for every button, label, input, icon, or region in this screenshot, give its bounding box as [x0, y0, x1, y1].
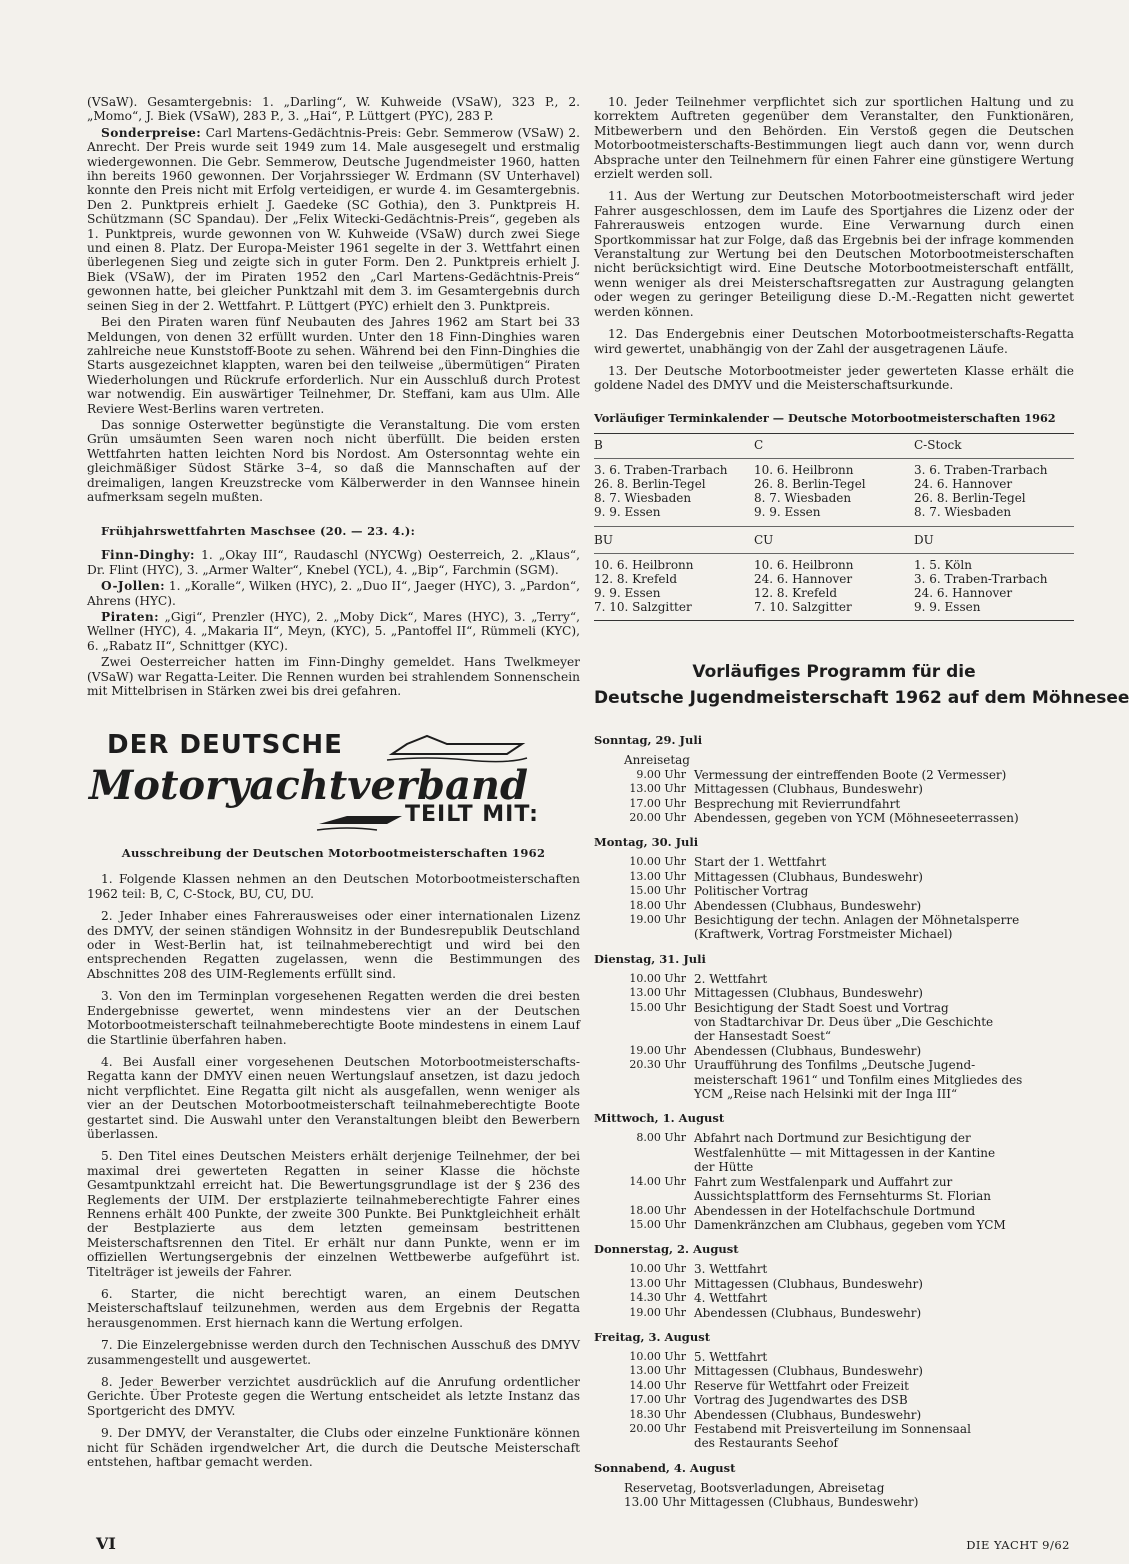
calendar-entry: 3. 6. Traben-Trarbach [594, 462, 728, 477]
rule-paragraph: 10. Jeder Teilnehmer verpflichtet sich zur sportlichen Haltung und zu korrektem Auftreten gegenüber dem Veranstalter, den Funktionären, Mitbewerbern und den Behörden. Ein Verstoß gegen die Deutschen Motorbootmeisterschafts-Bestimmungen liegt auch dann vor, wenn durch Absprache unter den Teilnehmern für einen Fahrer eine günstigere Wertung erzielt werden soll. [594, 95, 1074, 182]
day-name: Donnerstag, 2. August [594, 1242, 739, 1257]
event-time: 18.00 Uhr [629, 1203, 686, 1217]
rule-paragraph: 13. Der Deutsche Motorbootmeister jeder gewerteten Klasse erhält die goldene Nadel des DMYV und die Meisterschaftsurkunde. [594, 363, 1074, 393]
page-number: VI [96, 1534, 116, 1553]
program-title-line-2: Deutsche Jugendmeisterschaft 1962 auf dem Möhnesee [594, 688, 1129, 709]
program-event [594, 1262, 1074, 1276]
event-time: 20.00 Uhr [629, 810, 686, 824]
calendar-entry: 8. 7. Wiesbaden [594, 491, 692, 506]
program-event [594, 1436, 1074, 1450]
calendar-column [914, 463, 1074, 520]
paragraph-text: 1. „Koralle“, Wilken (HYC), 2. „Duo II“, Jaeger (HYC), 3. „Pardon“, Ahrens (HYC). [87, 579, 580, 608]
event-time: 15.00 Uhr [629, 884, 686, 898]
event-description: Besichtigung der Stadt Soest und Vortrag [694, 1000, 949, 1015]
program-event [594, 1029, 1074, 1043]
program-event [594, 986, 1074, 1000]
event-description: Besprechung mit Revierrundfahrt [694, 796, 901, 811]
paragraph-text: „Gigi“, Prenzler (HYC), 2. „Moby Dick“, Mares (HYC), 3. „Terry“, Wellner (HYC), 4. „Makaria II“, Meyn, (KYC), 5. „Pantoffel II“, Rümmeli (KYC), 6. „Rabatz II“, Schnittger (KYC). [87, 610, 580, 653]
event-time [594, 1189, 694, 1203]
paragraph: Das sonnige Osterwetter begünstigte die Veranstaltung. Die vom ersten Grün umsäumten Seen waren noch nicht überfüllt. Die beiden ersten Wettfahrten hatten leichten Nord bis Nordost. Am Ostersonntag wehte ein gleichmäßiger Südost Stärke 3–4, so daß die Mannschaften auf der dreimaligen, langen Kreuzstrecke vom Kälberwerder in den Wannsee hinein aufmerksam segeln mußten. [87, 417, 580, 504]
program-event [594, 899, 1074, 913]
program-event [594, 1175, 1074, 1189]
calendar-class-header [594, 434, 1074, 459]
result-paragraph [87, 610, 580, 653]
event-time: 14.30 Uhr [629, 1291, 686, 1305]
program-event [594, 1218, 1074, 1232]
program-event [594, 1131, 1074, 1145]
event-time [594, 1073, 694, 1087]
calendar-entry: 7. 10. Salzgitter [754, 600, 852, 615]
program-event [594, 1073, 1074, 1087]
calendar-class-header [594, 526, 1074, 554]
calendar-column [594, 463, 754, 520]
event-time: 10.00 Uhr [629, 1262, 686, 1276]
rule-paragraph: 4. Bei Ausfall einer vorgesehenen Deutschen Motorbootmeisterschafts-Regatta kann der DMYV einen neuen Wertungslauf ansetzen, ist dazu jedoch nicht verpflichtet. Eine Regatta gilt nicht als ausgefallen, wenn weniger als vier an der Deutschen Motorbootmeisterschaft teilnahmeberechtigte Boote gestartet sind. Die Auswahl unter den Veranstaltungen bleibt den Bewerbern überlassen. [87, 1054, 580, 1141]
program-event [594, 1422, 1074, 1436]
logo-line-1: DER DEUTSCHE [107, 730, 343, 761]
program-event [594, 913, 1074, 927]
event-time: 19.00 Uhr [629, 1305, 686, 1319]
event-description: Besichtigung der techn. Anlagen der Möhnetalsperre [694, 913, 1020, 927]
day-name: Freitag, 3. August [594, 1329, 710, 1344]
rule-paragraph: 7. Die Einzelergebnisse werden durch den Technischen Ausschuß des DMYV zusammengestellt und ausgewertet. [87, 1338, 580, 1367]
event-time: 10.00 Uhr [629, 1349, 686, 1363]
event-description: der Hütte [694, 1160, 754, 1175]
event-description: Start der 1. Wettfahrt [694, 855, 827, 870]
calendar-entry: 26. 8. Berlin-Tegel [754, 476, 866, 491]
event-time [594, 1087, 694, 1101]
bold-label: Finn-Dinghy: [101, 548, 195, 563]
event-description: Vermessung der eintreffenden Boote (2 Vermesser) [694, 767, 1007, 782]
event-time: 17.00 Uhr [629, 1393, 686, 1407]
event-description: Westfalenhütte — mit Mittagessen in der Kantine [694, 1145, 996, 1160]
calendar-entry: 1. 5. Köln [914, 557, 972, 572]
calendar-title: Vorläufiger Terminkalender — Deutsche Motorbootmeisterschaften 1962 [594, 410, 1056, 425]
event-description: Abfahrt nach Dortmund zur Besichtigung der [694, 1131, 971, 1146]
program-day [594, 952, 1074, 1102]
logo-line-2: Motoryachtverband [89, 762, 528, 810]
program-event [594, 1379, 1074, 1393]
program-event [594, 1204, 1074, 1218]
event-time [594, 1436, 694, 1450]
program-day [594, 733, 1074, 825]
calendar-entry: 3. 6. Traben-Trarbach [914, 571, 1048, 586]
section-title: Frühjahrswettfahrten Maschsee (20. — 23. 4.): [101, 524, 416, 539]
program-day [594, 1330, 1074, 1451]
calendar-column [594, 558, 754, 615]
calendar-entry: 10. 6. Heilbronn [754, 462, 854, 477]
calendar-entries [594, 554, 1074, 621]
calendar-entry: 9. 9. Essen [754, 505, 821, 520]
event-time: 15.00 Uhr [629, 1217, 686, 1231]
rule-paragraph: 9. Der DMYV, der Veranstalter, die Clubs oder einzelne Funktionäre können nicht für Schäden irgendwelcher Art, die durch die Deutsche Meisterschaft entstehen, haftbar gemacht werden. [87, 1426, 580, 1470]
calendar-entry: 26. 8. Berlin-Tegel [594, 476, 706, 491]
event-description: Abendessen, gegeben von YCM (Möhneseeterrassen) [694, 810, 1019, 825]
paragraph-text: 1. „Okay III“, Raudaschl (NYCWg) Oesterreich, 2. „Klaus“, Dr. Flint (HYC), 3. „Armer Walter“, Knebel (YCL), 4. „Bip“, Farchmin (SGM). [87, 548, 580, 577]
program-event [594, 1306, 1074, 1320]
calendar-class-label: DU [914, 532, 934, 547]
event-time: 14.00 Uhr [629, 1174, 686, 1188]
event-description: YCM „Reise nach Helsinki mit der Inga III“ [694, 1087, 958, 1102]
calendar-class-label: BU [594, 532, 613, 547]
program-event [594, 1408, 1074, 1422]
event-time: 20.30 Uhr [629, 1058, 686, 1072]
event-description: Mittagessen (Clubhaus, Bundeswehr) [694, 1276, 923, 1291]
event-time [594, 927, 694, 941]
event-description: 5. Wettfahrt [694, 1349, 768, 1364]
rule-paragraph: 8. Jeder Bewerber verzichtet ausdrücklich auf die Anrufung ordentlicher Gerichte. Über Proteste gegen die Wertung entscheidet als letzte Instanz das Sportgericht des DMYV. [87, 1375, 580, 1418]
calendar-entry: 24. 6. Hannover [914, 585, 1013, 600]
program-event [594, 1393, 1074, 1407]
bold-label: O-Jollen: [101, 579, 165, 594]
event-description: Vortrag des Jugendwartes des DSB [694, 1393, 908, 1408]
program-event [594, 1189, 1074, 1203]
calendar-entry: 8. 7. Wiesbaden [754, 491, 852, 506]
event-description: Abendessen in der Hotelfachschule Dortmund [694, 1203, 976, 1218]
event-time: 18.30 Uhr [629, 1407, 686, 1421]
rule-paragraph: 1. Folgende Klassen nehmen an den Deutschen Motorbootmeisterschaften 1962 teil: B, C, C-Stock, BU, CU, DU. [87, 872, 580, 901]
event-description: des Restaurants Seehof [694, 1436, 838, 1451]
program-event [594, 1291, 1074, 1305]
magazine-footer: DIE YACHT 9/62 [966, 1538, 1070, 1552]
calendar-column [754, 463, 914, 520]
calendar-entry: 12. 8. Krefeld [754, 585, 838, 600]
motorboat-icon [387, 726, 527, 766]
event-description: Mittagessen (Clubhaus, Bundeswehr) [694, 869, 923, 884]
calendar-class-label: B [594, 437, 603, 452]
calendar-column [914, 558, 1074, 615]
event-description: Mittagessen (Clubhaus, Bundeswehr) [694, 782, 923, 797]
calendar-entry: 9. 9. Essen [594, 585, 661, 600]
program-event [594, 1087, 1074, 1101]
event-time: 19.00 Uhr [629, 913, 686, 926]
event-time: 14.00 Uhr [629, 1378, 686, 1392]
calendar-entry: 10. 6. Heilbronn [594, 557, 694, 572]
program-event [594, 1146, 1074, 1160]
event-time [594, 1015, 694, 1029]
rule-paragraph: 3. Von den im Terminplan vorgesehenen Regatten werden die drei besten Endergebnisse gewertet, wenn mindestens vier an der Deutschen Motorbootmeisterschaft teilnahmeberechtigte Boote mindestens in einem Lauf die Startlinie überfahren haben. [87, 989, 580, 1047]
paragraph: Bei den Piraten waren fünf Neubauten des Jahres 1962 am Start bei 33 Meldungen, von denen 32 erfüllt wurden. Unter den 18 Finn-Dinghies waren zahlreiche neue Kunststoff-Boote zu sehen. Während bei den Finn-Dinghies die Starts ausgezeichnet klappten, waren bei den teilweise „übermütigen“ Piraten Wiederholungen und Rückrufe erforderlich. Nur ein Ausschluß durch Protest war notwendig. Ein auswärtiger Teilnehmer, Dr. Steffani, kam aus Ulm. Alle Reviere West-Berlins waren vertreten. [87, 315, 580, 416]
event-time [594, 1146, 694, 1160]
event-time: 13.00 Uhr [629, 782, 686, 796]
day-note: Anreisetag [624, 753, 690, 768]
event-time: 9.00 Uhr [636, 767, 686, 781]
calendar-entry: 24. 6. Hannover [754, 571, 853, 586]
program-day [594, 1461, 1074, 1510]
rules-list [87, 872, 580, 1469]
event-time: 13.00 Uhr [629, 1276, 686, 1290]
program-event [594, 870, 1074, 884]
event-time: 18.00 Uhr [629, 898, 686, 912]
logo-line-3: TEILT MIT: [405, 802, 539, 828]
event-time: 8.00 Uhr [636, 1131, 686, 1145]
event-time: 10.00 Uhr [629, 855, 686, 869]
result-paragraph [87, 548, 580, 577]
calendar-class-label: C [754, 437, 764, 452]
event-description: Mittagessen (Clubhaus, Bundeswehr) [694, 1364, 923, 1379]
program-event [594, 811, 1074, 825]
event-description: Reserve für Wettfahrt oder Freizeit [694, 1378, 909, 1393]
program-event [594, 782, 1074, 796]
calendar-entry: 7. 10. Salzgitter [594, 600, 692, 615]
event-description: Abendessen (Clubhaus, Bundeswehr) [694, 1407, 922, 1422]
program-day [594, 835, 1074, 941]
program-event [594, 972, 1074, 986]
program-day [594, 1242, 1074, 1320]
paragraph: (VSaW). Gesamtergebnis: 1. „Darling“, W. Kuhweide (VSaW), 323 P., 2. „Momo“, J. Biek (VSaW), 283 P., 3. „Hai“, P. Lüttgert (PYC), 283 P. [87, 95, 580, 124]
event-description: Damenkränzchen am Clubhaus, gegeben vom YCM [694, 1217, 1006, 1232]
event-description: Politischer Vortrag [694, 884, 809, 899]
program-event [594, 1160, 1074, 1174]
rule-paragraph: 6. Starter, die nicht berechtigt waren, an einem Deutschen Meisterschaftslauf teilzunehmen, werden aus dem Ergebnis der Regatta herausgenommen. Erst hiernach kann die Wertung erfolgen. [87, 1287, 580, 1330]
day-name: Sonntag, 29. Juli [594, 733, 703, 748]
rule-paragraph: 11. Aus der Wertung zur Deutschen Motorbootmeisterschaft wird jeder Fahrer ausgeschlossen, dem im Laufe des Sportjahres die Lizenz oder der Fahrerausweis entzogen wurde. Eine Verwarnung durch einen Sportkommissar hat zur Folge, daß das Ergebnis bei der infrage kommenden Veranstaltung zur Wertung bei den Deutschen Motorbootmeisterschaften nicht berücksichtigt wird. Eine Deutsche Motorbootmeisterschaft entfällt, wenn weniger als drei Meisterschaftsregatten zur Austragung gelangten oder wegen zu geringer Beteiligung diese D.-M.-Regatten nicht gewertet werden können. [594, 189, 1074, 319]
event-description: Abendessen (Clubhaus, Bundeswehr) [694, 1305, 922, 1320]
event-description: 4. Wettfahrt [694, 1291, 768, 1306]
event-time: 19.00 Uhr [629, 1043, 686, 1057]
speedboat-icon [317, 806, 407, 832]
event-time [594, 1029, 694, 1043]
program-event [594, 855, 1074, 869]
day-name: Sonnabend, 4. August [594, 1460, 736, 1475]
right-column [594, 95, 1129, 1510]
program-event [594, 884, 1074, 898]
calendar-class-label: CU [754, 532, 774, 547]
event-time: 15.00 Uhr [629, 1000, 686, 1014]
event-description: meisterschaft 1961“ und Tonfilm eines Mitgliedes des [694, 1072, 1023, 1087]
calendar-entry: 12. 8. Krefeld [594, 571, 678, 586]
calendar-entry: 10. 6. Heilbronn [754, 557, 854, 572]
program-event [594, 1015, 1074, 1029]
paragraph: Zwei Oesterreicher hatten im Finn-Dinghy gemeldet. Hans Twelkmeyer (VSaW) war Regatta-Leiter. Die Rennen wurden bei strahlendem Sonnenschein mit Mittelbrisen in Stärken zwei bis drei gefahren. [87, 655, 580, 699]
calendar-entry: 9. 9. Essen [594, 505, 661, 520]
calendar-entry: 8. 7. Wiesbaden [914, 505, 1012, 520]
event-description: Fahrt zum Westfalenpark und Auffahrt zur [694, 1174, 953, 1189]
program-event [594, 1364, 1074, 1378]
event-time [594, 1160, 694, 1174]
day-name: Dienstag, 31. Juli [594, 951, 706, 966]
program-event [594, 927, 1074, 941]
calendar-entry: 26. 8. Berlin-Tegel [914, 491, 1026, 506]
calendar-column [754, 558, 914, 615]
program-event [594, 1001, 1074, 1015]
event-time: 10.00 Uhr [629, 971, 686, 985]
program-event [594, 1277, 1074, 1291]
day-note: 13.00 Uhr Mittagessen (Clubhaus, Bundeswehr) [624, 1495, 919, 1510]
event-description: (Kraftwerk, Vortrag Forstmeister Michael) [694, 927, 953, 942]
event-description: 3. Wettfahrt [694, 1262, 768, 1277]
event-time: 13.00 Uhr [629, 986, 686, 1000]
event-time: 13.00 Uhr [629, 1364, 686, 1378]
rules-list [594, 95, 1074, 393]
program-event [594, 1044, 1074, 1058]
program-title-line-1: Vorläufiges Programm für die [692, 662, 976, 683]
rule-paragraph: 2. Jeder Inhaber eines Fahrerausweises oder einer internationalen Lizenz des DMYV, der seinen ständigen Wohnsitz in der Bundesrepublik Deutschland oder in West-Berlin hat, ist teilnahmeberechtigt und wird bei den entsprechenden Regatten zugelassen, wenn die Bestimmungen des Abschnittes 208 des UIM-Reglements erfüllt sind. [87, 909, 580, 981]
day-name: Mittwoch, 1. August [594, 1111, 725, 1126]
event-description: Uraufführung des Tonfilms „Deutsche Jugend- [694, 1058, 976, 1073]
event-description: Festabend mit Preisverteilung im Sonnensaal [694, 1421, 971, 1436]
calendar-table [594, 433, 1074, 622]
program-event [594, 1350, 1074, 1364]
program-event [594, 1058, 1074, 1072]
program-day [594, 1111, 1074, 1232]
bold-label: Piraten: [101, 610, 160, 624]
day-name: Montag, 30. Juli [594, 835, 699, 850]
program-title [594, 659, 1129, 711]
event-description: Aussichtsplattform des Fernsehturms St. Florian [694, 1189, 992, 1204]
event-description: der Hansestadt Soest“ [694, 1029, 832, 1044]
paragraph-text: Carl Martens-Gedächtnis-Preis: Gebr. Semmerow (VSaW) 2. Anrecht. Der Preis wurde seit 1949 zum 14. Male ausgesegelt und erstmalig wiedergewonnen. Die Gebr. Semmerow, Deutsche Jugendmeister 1960, hatten ihn bereits 1960 gewonnen. Der Vorjahrssieger W. Erdmann (SV Unterhavel) konnte den Preis nicht mit Erfolg verteidigen, er wurde 4. im Gesamtergebnis. Den 2. Punktpreis erhielt J. Gaedeke (SC Gothia), den 3. Punktpreis H. Schützmann (SC Spandau). Der „Felix Witecki-Gedächtnis-Preis“, gegeben als 1. Punktpreis, wurde gewonnen von W. Kuhweide (VSaW) durch zwei Siege und einen 8. Platz. Der Europa-Meister 1961 segelte in der 3. Wettfahrt einen überlegenen Sieg und zeigte sich in guter Form. Den 2. Punktpreis erhielt J. Biek (VSaW), der im Piraten 1952 den „Carl Martens-Gedächtnis-Preis“ gewonnen hatte, bei gleicher Punktzahl mit dem 3. im Gesamtergebnis durch seinen Sieg in der 2. Wettfahrt. P. Lüttgert (PYC) erhielt den 3. Punktpreis. [87, 125, 580, 313]
motoryachtverband-logo [87, 726, 580, 836]
ausschreibung-title: Ausschreibung der Deutschen Motorbootmeisterschaften 1962 [121, 846, 546, 861]
event-time: 17.00 Uhr [629, 796, 686, 810]
bold-label: Sonderpreise: [101, 125, 202, 140]
calendar-entry: 24. 6. Hannover [914, 476, 1013, 491]
day-note: Reservetag, Bootsverladungen, Abreisetag [624, 1480, 885, 1495]
event-time: 20.00 Uhr [629, 1421, 686, 1435]
left-column [87, 95, 580, 1477]
program-schedule [594, 733, 1074, 1509]
event-description: Abendessen (Clubhaus, Bundeswehr) [694, 1043, 922, 1058]
calendar-entries [594, 459, 1074, 526]
calendar-entry: 9. 9. Essen [914, 600, 981, 615]
event-description: Abendessen (Clubhaus, Bundeswehr) [694, 898, 922, 913]
program-event [594, 797, 1074, 811]
calendar-class-label: C-Stock [914, 437, 962, 452]
event-description: von Stadtarchivar Dr. Deus über „Die Geschichte [694, 1015, 994, 1030]
event-time: 13.00 Uhr [629, 869, 686, 883]
rule-paragraph: 5. Den Titel eines Deutschen Meisters erhält derjenige Teilnehmer, der bei maximal drei gewerteten Regatten in seiner Klasse die höchste Gesamtpunktzahl erreicht hat. Die Bewertungsgrundlage ist der § 236 des Reglements der UIM. Der erstplazierte teilnahmeberechtigte Fahrer eines Rennens erhält 400 Punkte, der zweite 300 Punkte. Bei Punktgleichheit erhält der Bestplazierte aus dem letzten gemeinsam bestrittenen Meisterschaftsrennen den Titel. Er erhält nur dann Punkte, wenn er im offiziellen Wertungsergebnis der einzelnen Wettbewerbe aufgeführt ist. Titelträger ist jeweils der Fahrer. [87, 1149, 580, 1279]
event-description: 2. Wettfahrt [694, 971, 768, 986]
calendar-entry: 3. 6. Traben-Trarbach [914, 462, 1048, 477]
paragraph [87, 126, 580, 313]
event-description: Mittagessen (Clubhaus, Bundeswehr) [694, 986, 923, 1001]
program-event [594, 768, 1074, 782]
rule-paragraph: 12. Das Endergebnis einer Deutschen Motorbootmeisterschafts-Regatta wird gewertet, unabhängig von der Zahl der ausgetragenen Läufe. [594, 327, 1074, 356]
result-paragraph [87, 579, 580, 608]
